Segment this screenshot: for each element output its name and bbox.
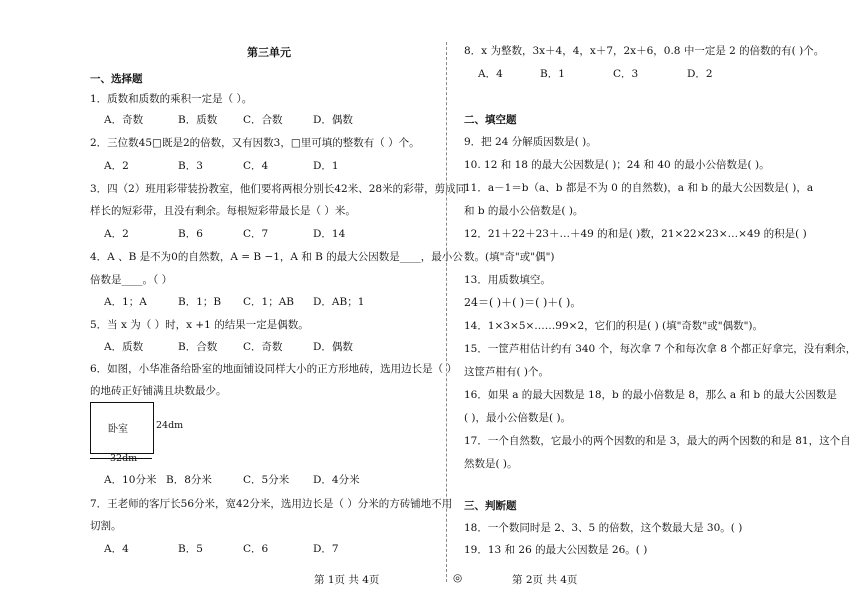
question-13-equation: 24＝( )＋( )＝( )＋( )。 — [464, 296, 582, 309]
option: D．1 — [313, 160, 339, 172]
option: C．6 — [243, 543, 269, 555]
question-15-line-2: 这筐芦柑有( )个。 — [464, 366, 550, 378]
question-15-line-1: 15．一筐芦柑估计约有 340 个，每次拿 7 个和每次拿 8 个都正好拿完，没有剩余， — [464, 343, 857, 355]
question-4-line-1: 4．A 、B 是不为0的自然数，A = B −1，A 和 B 的最大公因数是____，最小公 — [90, 251, 463, 263]
bedroom-label: 卧室 — [108, 424, 128, 435]
option: A．2 — [104, 228, 129, 240]
question-14: 14．1×3×5×……99×2，它们的积是( ) (填"奇数"或"偶数")。 — [464, 320, 764, 332]
option: B．8分米 — [166, 474, 212, 486]
option: A．奇数 — [104, 114, 144, 126]
option: C．5分米 — [243, 474, 290, 486]
option: C．4 — [243, 160, 269, 172]
option: D．2 — [687, 68, 713, 80]
question-16-line-1: 16．如果 a 的最大因数是 18，b 的最小倍数是 8，那么 a 和 b 的最大公因数是 — [464, 389, 837, 401]
option: B．5 — [178, 543, 203, 555]
footer-right-page-number: 第 2页 共 4页 — [512, 574, 578, 586]
option: D．4分米 — [313, 474, 360, 486]
question-10: 10. 12 和 18 的最大公因数是( )；24 和 40 的最小公倍数是( )。 — [464, 159, 770, 171]
question-13: 13．用质数填空。 — [464, 274, 551, 286]
question-7-line-2: 切割。 — [90, 520, 122, 532]
option: D．偶数 — [313, 114, 353, 126]
question-18: 18．一个数同时是 2、3、5 的倍数，这个数最大是 30。( ) — [464, 522, 743, 534]
question-3-line-1: 3．四（2）班用彩带装扮教室，他们要将两根分别长42米、28米的彩带，剪成同 — [90, 183, 467, 195]
option: A．2 — [104, 160, 129, 172]
question-1: 1．质数和质数的乘积一定是（ ）。 — [90, 93, 253, 105]
option: A．1；A — [104, 296, 147, 308]
height-label: 24dm — [156, 420, 184, 431]
question-8: 8．x 为整数，3x＋4，4，x＋7，2x＋6，0.8 中一定是 2 的倍数的有( )个。 — [464, 45, 825, 57]
question-12-line-2: 数。(填"奇"或"偶") — [464, 251, 555, 263]
option: A．10分米 — [104, 474, 157, 486]
option: C．奇数 — [243, 341, 283, 353]
option: B．质数 — [178, 114, 218, 126]
section-heading-choice: 一、选择题 — [90, 73, 143, 85]
question-19: 19．13 和 26 的最大公因数是 26。( ) — [464, 544, 648, 556]
question-9: 9．把 24 分解质因数是( )。 — [464, 136, 597, 148]
option: C．1；AB — [243, 296, 295, 308]
question-6-line-1: 6．如图，小华准备给卧室的地面铺设同样大小的正方形地砖，选用边长是（ ） — [90, 363, 458, 375]
question-12-line-1: 12．21＋22＋23＋…＋49 的和是( )数，21×22×23×…×49 的积是( ) — [464, 228, 807, 240]
option: D．偶数 — [313, 341, 353, 353]
option: B．合数 — [178, 341, 218, 353]
option: D．7 — [313, 543, 339, 555]
option: B．3 — [178, 160, 203, 172]
section-heading-judge: 三、判断题 — [464, 500, 517, 512]
width-label: 32dm — [110, 453, 138, 464]
option: B．1 — [540, 68, 565, 80]
option: A．4 — [104, 543, 129, 555]
question-7-line-1: 7．王老师的客厅长56分米，宽42分米，选用边长是（ ）分米的方砖铺地不用 — [90, 498, 453, 510]
option: B．1；B — [178, 296, 222, 308]
question-2: 2．三位数45□既是2的倍数，又有因数3，□里可填的整数有（ ）个。 — [90, 137, 420, 149]
option: C．3 — [613, 68, 639, 80]
option: D．14 — [313, 228, 346, 240]
footer-center-mark: ◎ — [453, 572, 463, 584]
option: C．7 — [243, 228, 269, 240]
right-page — [447, 0, 860, 608]
question-5: 5．当 x 为（ ）时，x +1 的结果一定是偶数。 — [90, 319, 309, 331]
page-title: 第三单元 — [247, 46, 291, 59]
question-11-line-2: 和 b 的最小公倍数是( )。 — [464, 205, 584, 217]
option: A．4 — [478, 68, 503, 80]
question-17-line-1: 17．一个自然数，它最小的两个因数的和是 3，最大的两个因数的和是 81，这个自 — [464, 435, 851, 447]
question-16-line-2: ( )，最小公倍数是( )。 — [464, 412, 572, 424]
option: B．6 — [178, 228, 203, 240]
option: C．合数 — [243, 114, 283, 126]
question-4-line-2: 倍数是____。（ ） — [90, 274, 173, 286]
bedroom-diagram — [90, 402, 184, 464]
question-17-line-2: 然数是( )。 — [464, 458, 518, 470]
question-11-line-1: 11．a－1＝b（a、b 都是不为 0 的自然数)，a 和 b 的最大公因数是( )，a — [464, 182, 814, 194]
option: D．AB；1 — [313, 296, 365, 308]
question-6-line-2: 的地砖正好铺满且块数最少。 — [90, 385, 227, 397]
option: A．质数 — [104, 341, 144, 353]
section-heading-fill: 二、填空题 — [464, 114, 517, 126]
question-3-line-2: 样长的短彩带，且没有剩余。每根短彩带最长是（ ）米。 — [90, 205, 356, 217]
footer-left-page-number: 第 1页 共 4页 — [314, 574, 380, 586]
